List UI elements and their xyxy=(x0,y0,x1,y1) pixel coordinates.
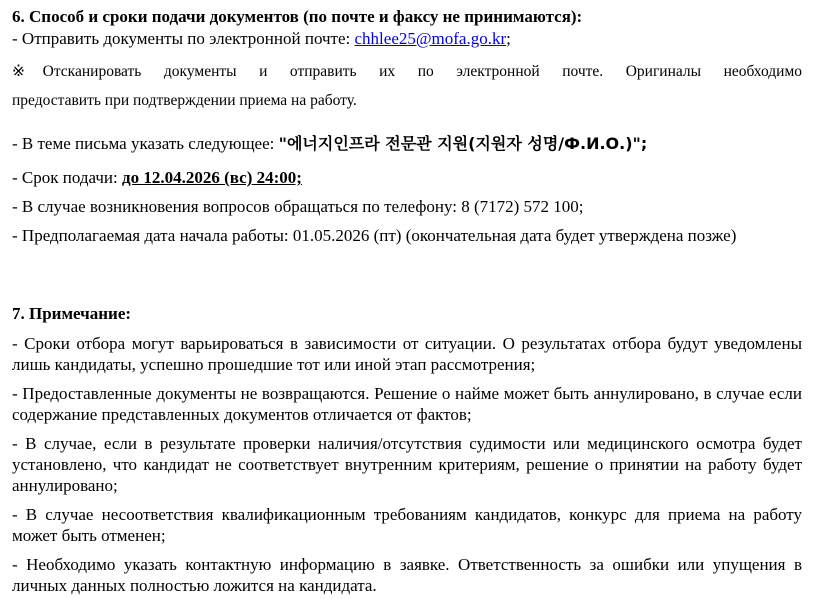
email-suffix: ; xyxy=(506,29,511,48)
section-6-heading: 6. Способ и сроки подачи документов (по почте и факсу не принимаются): xyxy=(12,7,583,26)
note-item-1: - Сроки отбора могут варьироваться в зависимости от ситуации. О результатах отбора будут уведомлены лишь кандидаты, успешно прошедшие тот или иной этап рассмотрения; xyxy=(12,334,802,374)
deadline-value: до 12.04.2026 (вс) 24:00; xyxy=(122,168,302,187)
deadline-line xyxy=(12,167,802,188)
note-item-3: - В случае, если в результате проверки наличия/отсутствия судимости или медицинского осмотра будет установлено, что кандидат не соответствует внутренним критериям, решение о принятии на работу будет аннулировано; xyxy=(12,434,802,495)
subject-line xyxy=(12,133,802,154)
scan-note-line-1: ※Отсканировать документы и отправить их по электронной почте. Оригиналы необходимо xyxy=(12,63,802,80)
email-link[interactable]: chhlee25@mofa.go.kr xyxy=(354,29,507,48)
scan-note-line-2: предоставить при подтверждении приема на работу. xyxy=(12,92,357,109)
note-item-4: - В случае несоответствия квалификационным требованиям кандидатов, конкурс для приема на работу может быть отменен; xyxy=(12,505,802,545)
phone-line: - В случае возникновения вопросов обращаться по телефону: 8 (7172) 572 100; xyxy=(12,197,584,216)
subject-value: "에너지인프라 전문관 지원(지원자 성명/Ф.И.О.)"; xyxy=(278,134,648,153)
email-line xyxy=(12,28,802,49)
section-7-heading: 7. Примечание: xyxy=(12,304,132,323)
subject-prefix: - В теме письма указать следующее: xyxy=(12,134,279,153)
note-item-5: - Необходимо указать контактную информацию в заявке. Ответственность за ошибки или упущения в личных данных полностью ложится на кандидата. xyxy=(12,555,802,595)
note-item-2: - Предоставленные документы не возвращаются. Решение о найме может быть аннулировано, в случае если содержание представленных документов отличается от фактов; xyxy=(12,384,802,424)
deadline-prefix: - Срок подачи: xyxy=(12,168,123,187)
start-date-line: - Предполагаемая дата начала работы: 01.05.2026 (пт) (окончательная дата будет утверждена позже) xyxy=(12,226,737,245)
email-prefix: - Отправить документы по электронной почте: xyxy=(12,29,355,48)
